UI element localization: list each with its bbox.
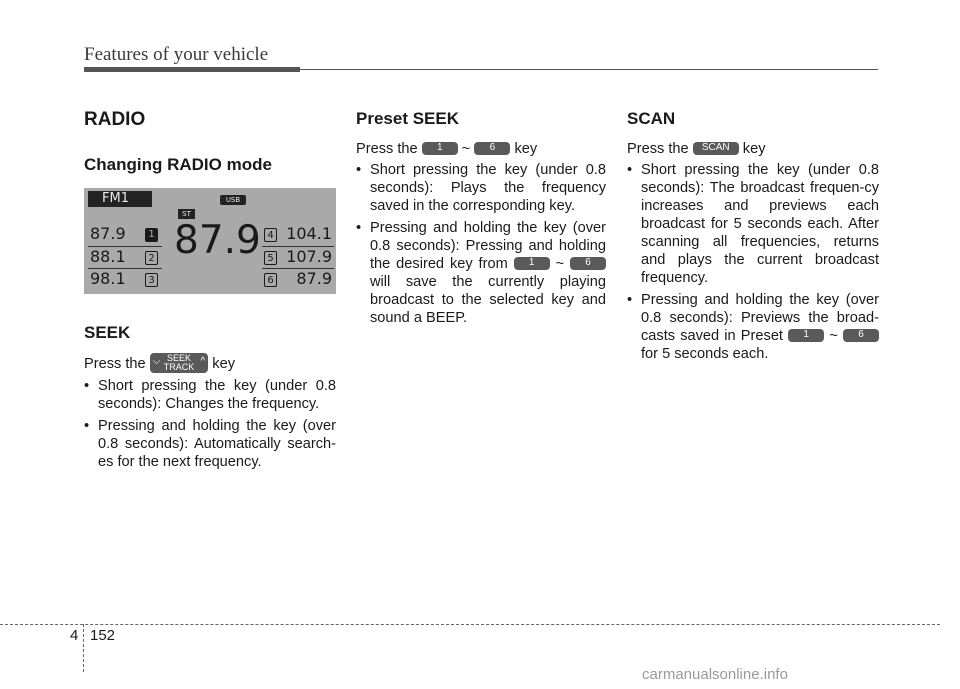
seek-heading: SEEK [84,323,131,342]
page-number: 152 [90,627,116,644]
preset-number: 4 [264,228,277,242]
current-frequency: 87.9 [174,218,261,263]
column-radio [84,108,336,475]
chapter-number: 4 [70,627,79,644]
chevron-up-icon: ^ [200,356,206,367]
tilde-text: ~ [555,256,565,272]
radio-heading: RADIO [84,109,146,130]
key-6-icon: 6 [570,257,606,270]
preset-left-2 [90,246,158,268]
scan-heading: SCAN [627,109,676,128]
preset-left-1 [90,223,158,245]
list-item [627,291,879,363]
scan-key-icon: SCAN [693,142,739,155]
key-text: key [212,355,236,372]
footer-rule [0,624,940,625]
preset-seek-heading: Preset SEEK [356,109,459,128]
key-1-icon: 1 [788,329,824,342]
list-item: • Short pressing the key (under 0.8 seconds): Plays the frequency saved in the corresponding key. [356,161,606,215]
scan-bullets [627,161,879,363]
header-rule-thick [84,67,300,72]
list-item: • Short pressing the key (under 0.8 seconds): The broadcast frequen-cy increases and previews each broadcast for 5 seconds each. After scanning all frequencies, returns and plays the current broadcast frequency. [627,161,879,287]
radio-display-image [84,188,336,294]
column-preset-seek [356,108,606,331]
page-header-title: Features of your vehicle [84,44,269,65]
preset-freq: 104.1 [286,224,332,243]
footer-divider [83,624,84,672]
key-label-seek: SEEK [166,353,191,363]
scan-press-line [627,140,879,158]
bullet-text: Pressing and holding the key (over 0.8 seconds): Pressing and holding the desired key from [370,220,606,272]
key-1-icon: 1 [514,257,550,270]
preset-freq: 88.1 [90,247,126,266]
preset-seek-bullets [356,161,606,327]
seek-press-line [84,354,336,374]
key-1-icon: 1 [422,142,458,155]
preset-freq: 87.9 [90,224,126,243]
chevron-down-icon: ⌵ [152,356,161,367]
tilde-text: ~ [829,328,838,344]
bullet-text: will save the currently playing broadcast to the selected key and sound a BEEP. [370,274,606,326]
column-scan [627,108,879,367]
key-6-icon: 6 [474,142,510,155]
key-label-track: TRACK [163,362,195,372]
press-text: Press the [627,141,689,157]
list-item [356,219,606,327]
changing-radio-mode-heading: Changing RADIO mode [84,155,272,174]
key-text: key [742,141,766,157]
preset-freq: 107.9 [286,247,332,266]
preset-press-line [356,140,606,158]
preset-number: 6 [264,273,277,287]
preset-number: 1 [145,228,158,242]
seek-bullets [84,377,336,471]
preset-freq: 87.9 [296,269,332,288]
list-item: • Short pressing the key (under 0.8 seconds): Changes the frequency. [84,377,336,413]
usb-indicator: USB [220,195,246,205]
preset-number: 5 [264,251,277,265]
band-indicator: FM1 [88,191,152,207]
preset-number: 3 [145,273,158,287]
preset-right-6 [264,268,332,290]
bullet-text: for 5 seconds each. [641,346,769,362]
preset-freq: 98.1 [90,269,126,288]
tilde-text: ~ [461,141,471,157]
bullet-text: Pressing and holding the key (over 0.8 seconds): Previews the broad-casts saved in Preset [641,292,879,344]
press-text: Press the [84,355,146,372]
preset-number: 2 [145,251,158,265]
press-text: Press the [356,141,418,157]
watermark: carmanualsonline.info [642,666,788,683]
seek-track-key-icon [150,353,209,373]
key-6-icon: 6 [843,329,879,342]
preset-right-4 [264,223,332,245]
key-text: key [514,141,538,157]
list-item: • Pressing and holding the key (over 0.8 seconds): Automatically search-es for the next frequency. [84,417,336,471]
preset-right-5 [264,246,332,268]
preset-left-3 [90,268,158,290]
header-rule-thin [300,69,878,70]
stereo-indicator: ST [178,209,195,219]
